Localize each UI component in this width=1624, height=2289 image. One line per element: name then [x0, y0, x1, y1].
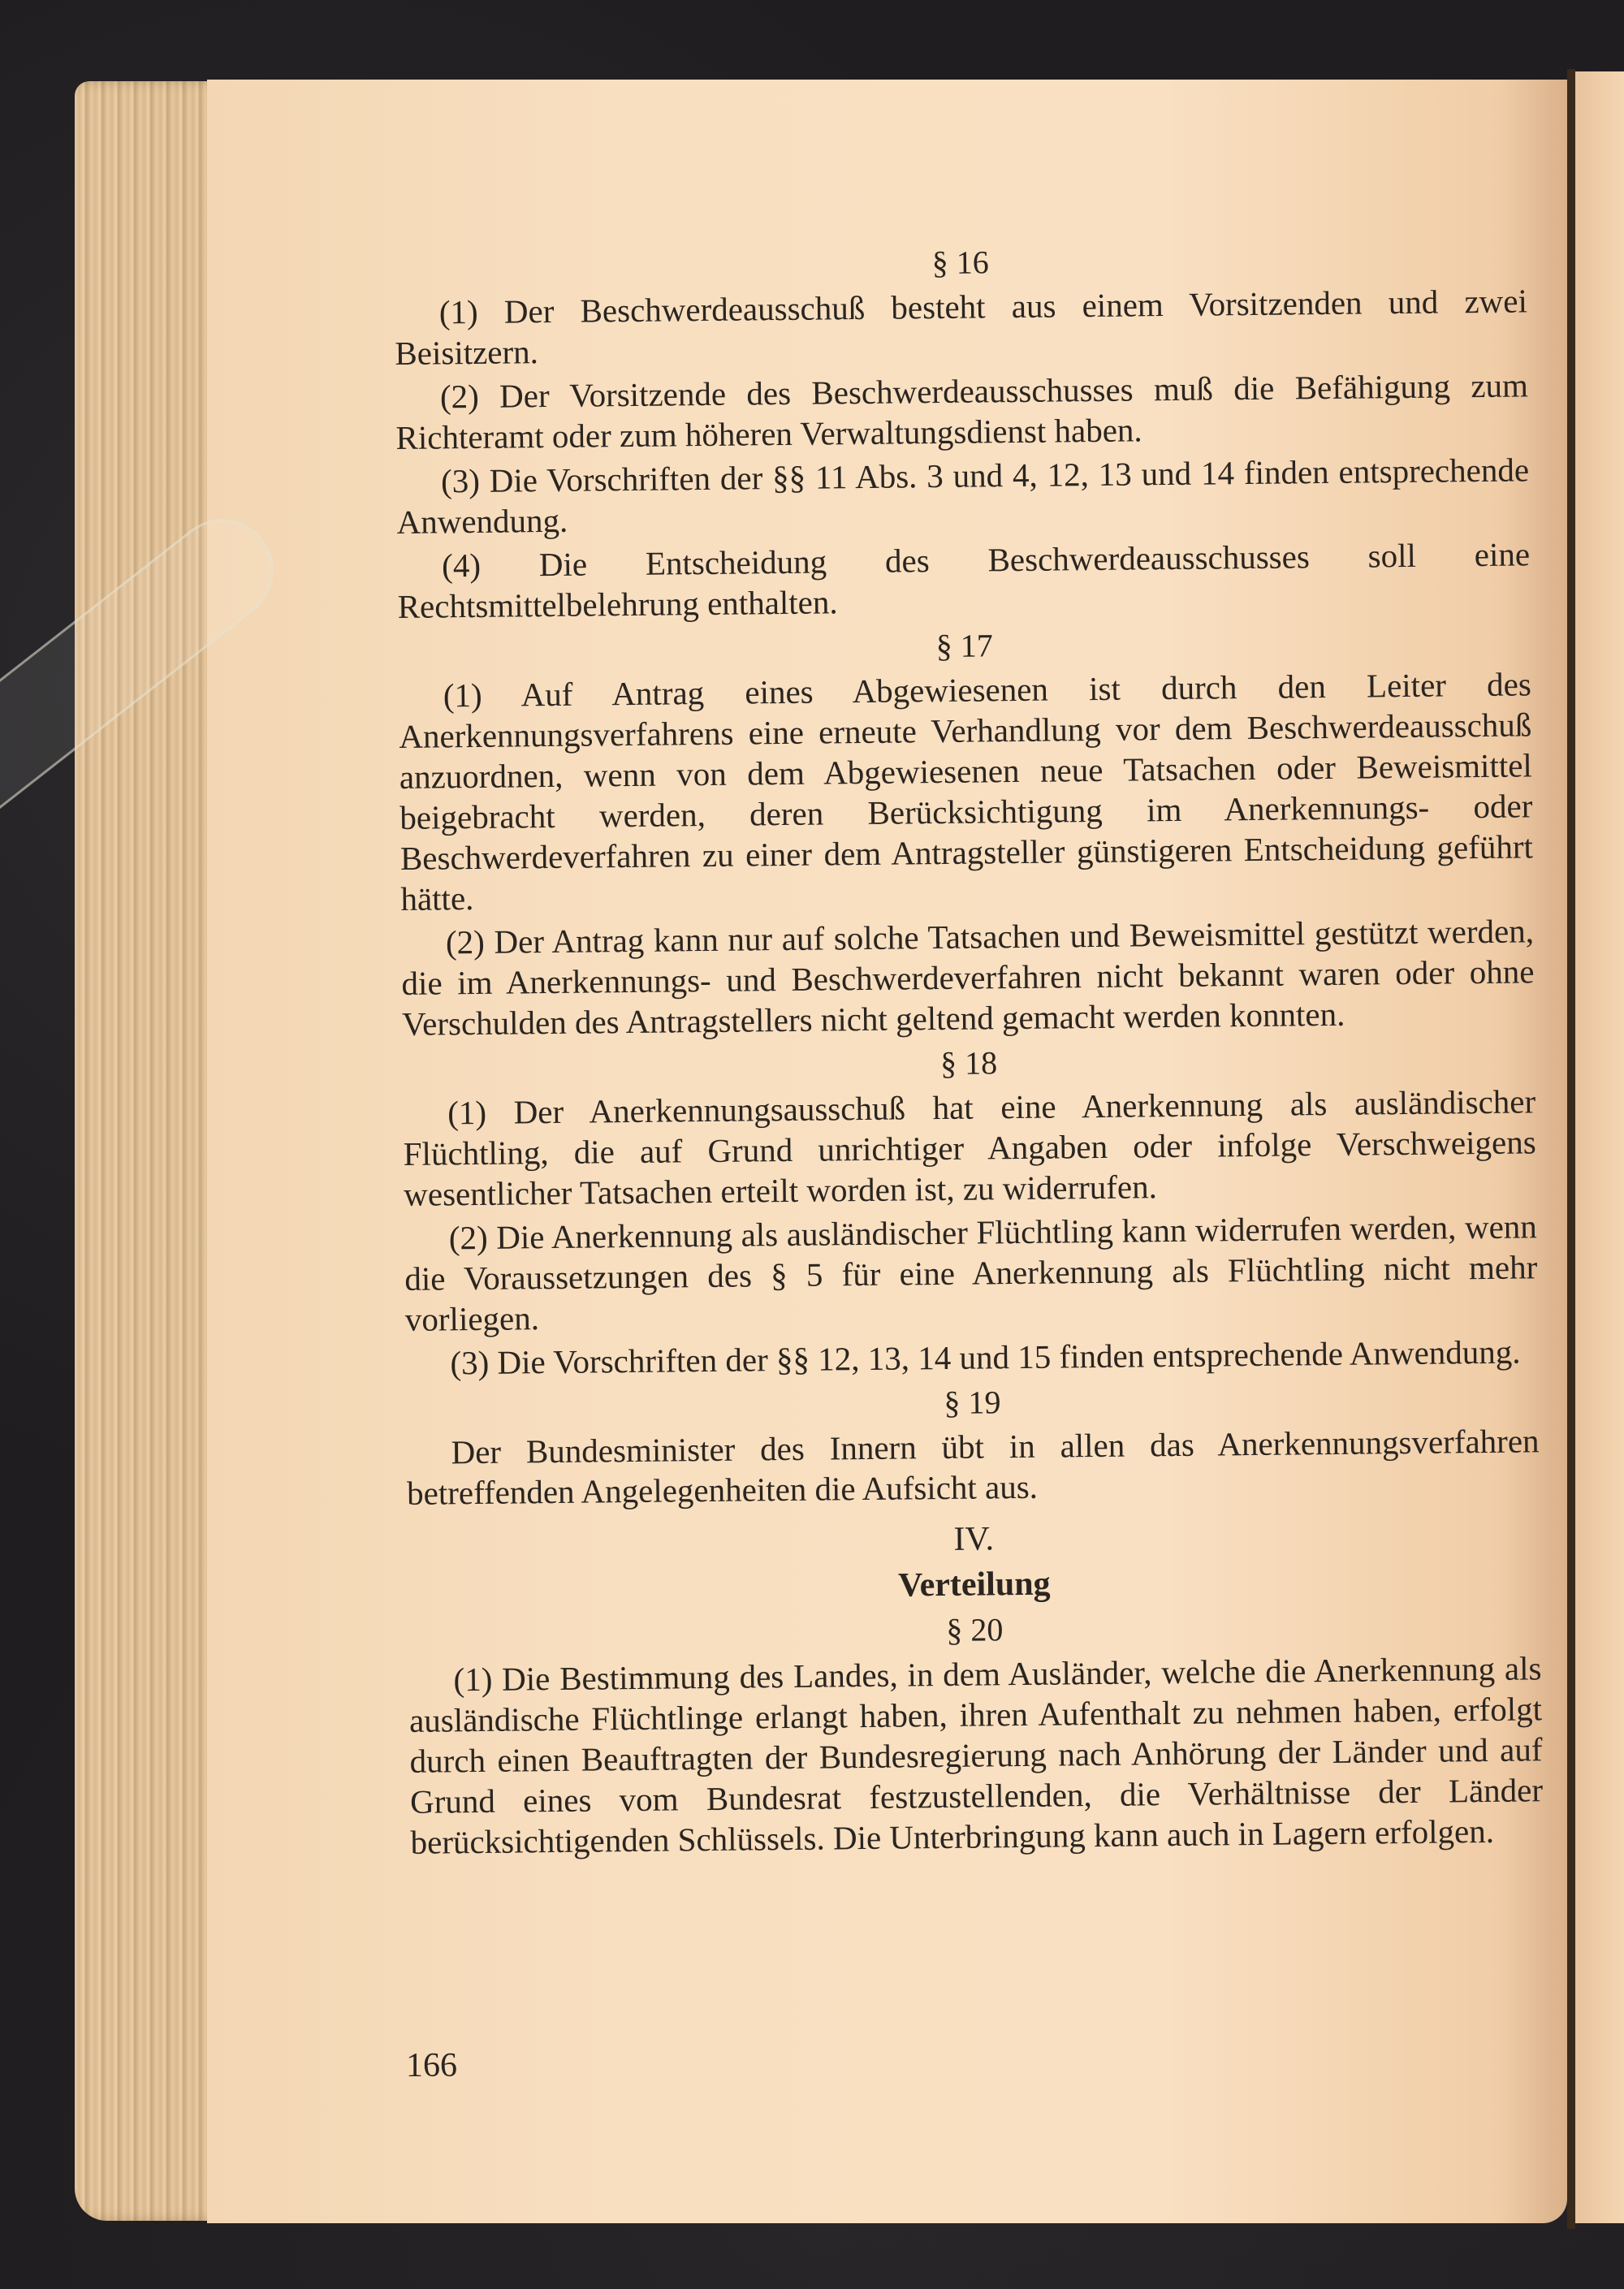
section-heading: § 18 — [939, 1044, 998, 1082]
paragraph: (1) Der Beschwerdeausschuß besteht aus einem Vorsitzenden und zwei Beisitzern. — [395, 282, 1528, 372]
page-number: 166 — [406, 2047, 457, 2084]
facing-page-edge — [1575, 71, 1624, 2223]
paragraph: (2) Der Antrag kann nur auf solche Tatsachen und Beweismittel gestützt werden, die im Anerkennungs- und Beschwerdeverfahren nicht bekannt waren oder ohne Verschulden des Antragstellers nicht geltend gemacht werden konnten. — [401, 912, 1535, 1043]
section-heading: § 20 — [946, 1611, 1004, 1648]
section-heading: § 19 — [944, 1384, 1001, 1421]
paragraph: (2) Der Vorsitzende des Beschwerdeausschusses muß die Befähigung zum Richteramt oder zum höheren Verwaltungsdienst haben. — [395, 366, 1529, 456]
chapter-title: Verteilung — [897, 1565, 1051, 1604]
paragraph: (4) Die Entscheidung des Beschwerdeausschusses soll eine Rechtsmittelbelehrung enthalten. — [397, 535, 1531, 625]
paragraph: (1) Auf Antrag eines Abgewiesenen ist durch den Leiter des Anerkennungsverfahrens eine erneute Verhandlung vor dem Beschwerdeausschuß anzuordnen, wenn von dem Abgewiesenen neue Tatsachen oder Beweismittel beigebracht werden, deren Berücksichtigung im Anerkennungs- oder Beschwerdeverfahren zu einer dem Antragsteller günstigeren Entscheidung geführt hätte. — [399, 665, 1534, 918]
paragraph: Der Bundesminister des Innern übt in allen das Anerkennungsverfahren betreffenden Angelegenheiten die Aufsicht aus. — [406, 1422, 1540, 1512]
paragraph: (3) Die Vorschriften der §§ 12, 13, 14 und 15 finden entsprechende Anwendung. — [450, 1332, 1521, 1382]
paragraph: (1) Der Anerkennungsausschuß hat eine Anerkennung als ausländischer Flüchtling, die auf Grund unrichtiger Angaben oder infolge Verschweigens wesentlicher Tatsachen erteilt worden ist, zu widerrufen. — [403, 1082, 1536, 1213]
paragraph: (2) Die Anerkennung als ausländischer Flüchtling kann widerrufen werden, wenn die Voraussetzungen des § 5 für eine Anerkennung als Flüchtling nicht mehr vorliegen. — [404, 1207, 1538, 1338]
chapter-number: IV. — [953, 1520, 995, 1558]
paragraph: (1) Die Bestimmung des Landes, in dem Ausländer, welche die Anerkennung als ausländische Flüchtlinge erlangt haben, ihren Aufenthalt zu nehmen haben, erfolgt durch einen Beauftragten der Bundesregierung nach Anhörung der Länder und auf Grund eines vom Bundesrat festzustellenden, die Verhältnisse der Länder berücksichtigenden Schlüssels. Die Unterbringung kann auch in Lagern erfolgen. — [408, 1649, 1544, 1861]
page-text — [394, 231, 1544, 1865]
book-gutter — [1567, 69, 1575, 2229]
section-heading: § 16 — [931, 244, 990, 282]
section-heading: § 17 — [935, 627, 993, 665]
paragraph: (3) Die Vorschriften der §§ 11 Abs. 3 und 4, 12, 13 und 14 finden entsprechende Anwendung. — [396, 451, 1530, 541]
